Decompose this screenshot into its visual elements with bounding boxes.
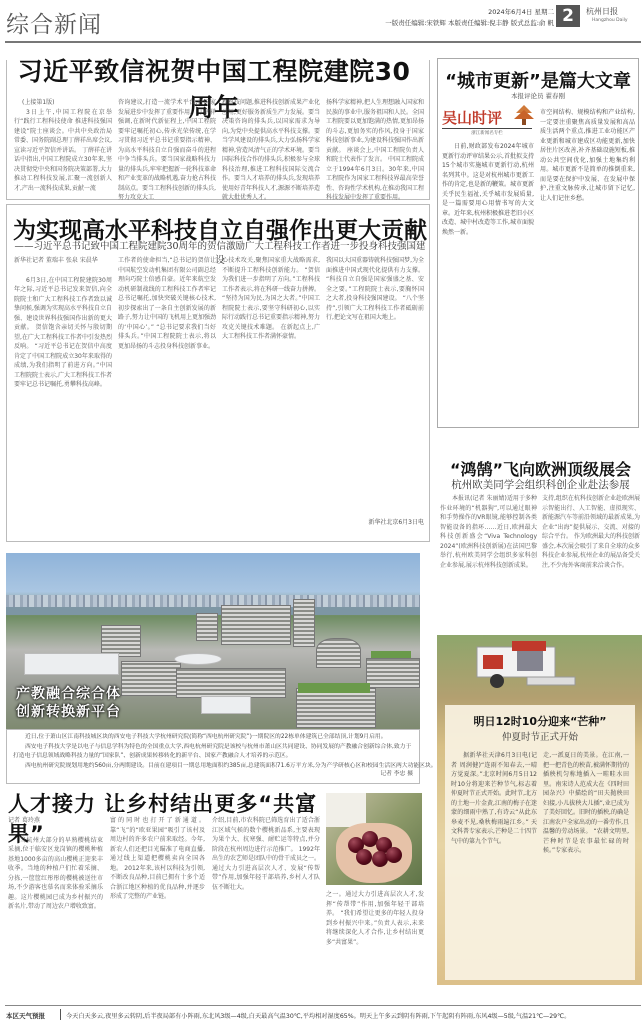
- issue-date: 2024年6月4日 星期二: [488, 8, 554, 16]
- photo-title-line-1: 产教融合综合体: [16, 686, 121, 702]
- column-logo-subtitle: 浙江新闻名专栏: [442, 128, 532, 136]
- mangzhong-card: [445, 705, 635, 980]
- commentary-col-2: 市空间结构、规模结构和产业结构,一定要注重聚焦高质量发展和高品质生活两个重点,推进工业功能区产业更新和城市建成区功能更新,加快居住片区改善,补齐基础设施短板,推动公共空间优化,加强土地集约利用。城市更新不是简单的推倒重来,而是要在保护中发展、在发展中保护,注重文脉传承,让城市留下记忆,让人们记住乡愁。: [540, 109, 635, 202]
- commentary-author: 本报评论员 翟春刚: [510, 92, 566, 100]
- building: [296, 688, 376, 728]
- lead-article-col-4: 扬科学家精神,把人生理想融入国家和民族的事业中,服务祖国和人民。全国工程院要以更加饱满的热情,更加昂扬的斗志,更加务实的作风,投身于国家科技创新事业,为建设科技强国作出新贡献。 座谈会上,中国工程院负责人和院士代表作了发言。 中国工程院成立于1994年6月3日。30年来,中国工程院作为国家工程科技界最高荣誉性、咨询性学术机构,在推动我国工程科技发展中发挥了重要作用。: [326, 99, 424, 201]
- green-roof: [298, 683, 370, 693]
- mangzhong-subtitle: 仲夏时节正式开始: [501, 732, 578, 743]
- editors-line: 一版责任编辑:宋铁辉 本版责任编辑:倪丰静 版式总监:俞 帆: [385, 19, 554, 27]
- article2-headline[interactable]: 为实现高水平科技自立自强作出更大贡献: [13, 218, 427, 244]
- white-building: [24, 653, 119, 675]
- section-name: 综合新闻: [6, 12, 102, 38]
- harvester-icon: [457, 641, 577, 689]
- article2-col-3: 心技术攻关,聚焦国家重大战略需求,不断提升工程科技创新能力。 “贺信为我们进一步指明了方向。”工程科技工作者表示,将在科研一线奋力拼搏。 “坚持为国为民,为国之大者。”中国工程院院士表示,要坚守科研初心,以实际行动践行总书记重要指示精神,努力攻克关键技术难题。 在新起点上,广大工程科技工作者满怀豪情。: [222, 257, 320, 340]
- green-roof: [371, 651, 411, 658]
- white-building: [174, 653, 222, 665]
- white-building: [201, 696, 251, 714]
- mangzhong-col-1: 据新华社天津6月3日电(记者 周润健)“连雨不知春去,一晴方觉夏深。”北京时间6月5日12时10分将迎来芒种节气,标志着仲夏时节正式开始。此时节,北方的土地一片金黄,江南的梅子在迷蒙的细雨中熟了,有诗云“从此东皋麦不见,桑秋梅雨遍江乡。” 天文科普专家表示,芒种是二十四节气中的第九个节气。: [451, 752, 537, 845]
- article-text: 3日上午,中国工程院在京举行“践行工程科技使命 推进科技强国建设”院士座谈会。中共中央政治局常委、国务院副总理丁薛祥出席会议,宣读习近平贺信并讲话。 丁薛祥在讲话中指出,中国工程院成立30年来,坚决贯彻党中央和国务院决策部署,大力推动工程科技发展,汇聚一流创新人才,产出一流科技成果,贡献一流: [14, 108, 112, 192]
- lead-article-col-1: [14, 98, 112, 196]
- shirt: [326, 793, 366, 827]
- caption-paragraph: 近日,位于萧山区江南科技城区块的西安电子科技大学杭州研究院(简称“西电杭州研究院”)一期院区的22栋单体建筑已全部结顶,计划9月启用。: [25, 734, 387, 740]
- paper-logo: 杭州日报: [586, 7, 618, 16]
- article2-subheadline: ——习近平总书记致中国工程院建院30周年的贺信激励广大工程科技工作者进一步投身科技强国建设: [14, 241, 426, 266]
- mangzhong-feature: [437, 635, 642, 985]
- weather-separator: [60, 1009, 61, 1020]
- mangzhong-title[interactable]: 明日12时10分迎来“芒种”: [473, 715, 607, 728]
- article4-subheadline: 杭州欧美同学会组织科创企业赴法参展: [451, 479, 630, 491]
- column-logo: 吴山时评: [442, 109, 503, 127]
- article2-dateline: 新华社北京6月3日电: [368, 519, 424, 526]
- article3-col-1: [8, 816, 103, 998]
- lead-article-col-3: 程科技问题,推进科技创新成果产业化应用,更好服务新质生产力发展。要当决策咨询的排头兵,以国家需求为导向,为党中央提供高水平科技支撑。要当学风建设的排头兵,大力弘扬科学家精神,营造风清气正的学术环境。要当国际科技合作的排头兵,积极参与全球科技治理,推进工程科技国际交流合作。要当人才培养的排头兵,发现培养使用好青年科技人才,源源不断培养造就大批优秀人才。: [222, 99, 320, 201]
- city-skyline: [6, 595, 420, 607]
- building: [196, 613, 218, 641]
- article2-byline: 新华社记者 董瑞丰 张泉 宋晨华: [14, 257, 98, 264]
- mangzhong-col-2: 走,一派夏日的美景。在江南,一把一把青色的秧苗,被满怀期待的插秧机匀称地插入一畦畦水田里。南宋诗人范成大在《四时田园杂兴》中描绘的“田夫抛秧田妇接,小儿拔秧大儿插”,业已成为了美好回忆。旧时的插秧,的确是江南农户全家出动的一番劳作,且温馨的劳动场景。 “农耕文明里,芒种时节是农事最忙碌的时候。”专家表示。: [543, 752, 629, 854]
- weather-forecast: 今天白天多云,夜里多云转阴,后半夜局部有小阵雨,东北风3级—4级,白天最高气温30℃,平均相对湿度65%。明天上午多云到阴有阵雨,下午起阴有阵雨,东风4级—5级,气温21℃—29℃。: [66, 1013, 571, 1020]
- article2-col-4: [326, 256, 424, 536]
- article3-col-3: 介绍,目前,市农科院已筛选育出了适合浙江区域气候的数个樱桃新品系,主要表现为果个大、抗寒强、耐贮运等特点,并分阶段在杭州周边进行示范推广。 1992年出生的农艺师是团队中的骨干成员之一。通过大力引进高层次人才、发展“传帮带”作用,加强年轻干部培养,乡村人才队伍不断壮大。: [212, 817, 321, 891]
- weather-rule: [5, 1005, 641, 1006]
- article3-col-2: 富的同时也打开了新通道。 靠“飞”的“欧亚果园”吸引了该村及周边村的许多农户前来取经。今年,新农人们还把目光瞄准了电商直播,通过线上渠道把樱桃卖向全国各地。 2012年来,该村以科技为引领,不断改良品种,目前已拥有十多个适合浙江地区种植的优良品种,并逐步形成了完整的产业链。: [110, 817, 205, 900]
- cherry: [356, 849, 372, 865]
- article2-col-2: 工作者的使命担当,“总书记的贺信让中国航空发动机集团有限公司副总经理向巧院士倍感自豪。近年来航空发动机研制战线的工程科技工作者牢记总书记嘱托,加快突破关键核心技术,初步探索出了一条自主创新发展的新路子,努力让中国的飞机用上更加强劲的‘中国心’。” “总书记要求我们当好排头兵。”中国工程院院士表示,将以更加昂扬的斗志投身科技创新事业。: [118, 257, 216, 350]
- article2-col-1: [14, 256, 112, 536]
- article3-col-4: 之一。通过大力引进高层次人才,发挥“传帮带”作用,加强年轻干部培养。 “我们希望让更多的年轻人投身到乡村振兴中来。”负责人表示,未来将继续深化人才合作,让乡村结出更多“共富果”。: [326, 891, 424, 946]
- article4-col-2: 支持,组织在杭科技创新企业赴欧洲展示智能出行、人工智能、虚拟现实、新能源汽车等前沿领域的最新成果,为企业“出海”提供展示、交流、对接的综合平台。 作为欧洲最大的科技创新盛会,本次展会吸引了来自全球的众多科技企业参展,杭州企业的展品备受关注,不少海外客商前来洽谈合作。: [542, 495, 640, 569]
- building: [176, 668, 286, 698]
- lead-headline[interactable]: 习近平致信祝贺中国工程院建院30周年: [17, 57, 411, 122]
- paper-logo-en: Hangzhou Daily: [592, 18, 628, 23]
- building: [221, 605, 291, 645]
- page-number: 2: [556, 5, 580, 27]
- article3-byline: 记者 葛玲燕: [8, 817, 40, 824]
- pagoda-tree-icon: [512, 104, 536, 126]
- photo-overlay-title: [16, 685, 121, 721]
- building: [316, 638, 361, 668]
- article-text: 6月3日,在中国工程院建院30周年之际,习近平总书记发来贺信,向全院院士和广大工程科技工作者致以诚挚问候,强调为实现高水平科技自立自强、建设世界科技强国作出新的更大贡献。 贺信饱含亲切关怀与殷切期望,在广大工程科技工作者中引发热烈反响。 “习近平总书记在贺信中高度肯定了中国工程院成立30年来取得的成绩,为我们指明了前进方向。”中国工程院院士表示,广大工程科技工作者要牢记总书记嘱托,勇攀科技高峰。: [14, 276, 112, 388]
- article4-headline[interactable]: “鸿鹄”飞向欧洲顶级展会: [449, 460, 632, 479]
- caption-paragraph: 西安电子科技大学是以电子与信息学科为特色的全国重点大学,西电杭州研究院是该校与杭州市萧山区共同建设、协同发展的产教融合创新综合体,致力于打造电子信息领域战略科技力量的“国家队”、创新成果转移转化的新平台、国家产教融合人才培养的示范区。: [13, 743, 412, 759]
- cherry: [386, 847, 402, 863]
- building: [121, 661, 181, 696]
- article-text: 当杭州大部分的早熟樱桃结束采摘,位于临安区龙岗镇的樱桃种植基地1000多亩的高山樱桃正迎来丰收季。当地的种植户们忙着采摘、分拣,一筐筐红彤彤的樱桃被送往市场,不少游客也慕名而来体验采摘乐趣。这片樱桃园已成为乡村振兴的新名片,带动了周边农户增收致富。: [8, 836, 103, 910]
- article3-headline[interactable]: 人才接力 让乡村结出更多“共富果”: [8, 792, 318, 846]
- photo-title-line-2: 创新转换新平台: [16, 704, 121, 720]
- weather-label: 本区天气预报: [6, 1012, 45, 1020]
- source-note: (上接第1版): [22, 99, 55, 106]
- building: [293, 599, 315, 647]
- photo-credit: 记者 李忠 摄: [380, 771, 413, 777]
- masthead-rule: [5, 41, 641, 43]
- commentary-title[interactable]: “城市更新”是篇大文章: [445, 71, 631, 92]
- caption-paragraph: 西电杭州研究院规划用地约560亩,分两期建设。目前在建项目一期总用地面积约385亩,总建筑面积71.6万平方米,分为产学研核心区和校园生活区两大功能区块。: [25, 762, 437, 769]
- lead-article-col-2: 咨询建议,打造一流学术平台,在国家发展进步中发挥了重要作用。 丁薛祥强调,在新时代新征程上,中国工程院要牢记嘱托初心,传承光荣传统,在学习贯彻习近平总书记重要指示精神、为高水平科技自立自强而奋斗的进程中争当排头兵。要当国家战略科技力量的排头兵,牢牢把握新一轮科技革命和产业变革的战略机遇,奋力抢占科技制高点。要当工程科技创新的排头兵,努力攻克大工: [118, 99, 216, 201]
- photo-caption: [6, 729, 437, 784]
- building: [366, 658, 420, 688]
- campus-aerial-photo: [6, 553, 420, 729]
- commentary-col-1: 日前,财政部发布2024年城市更新行动评审结果公示,首批拟支持15个城市实施城市更新行动,杭州名列其中。这是对杭州城市更新工作的肯定,也是新的鞭策。城市更新关乎民生福祉,关乎城市发展质量,是一篇需要用心用情书写的大文章。近年来,杭州积极推进老旧小区改造、城中村改造等工作,城市面貌焕然一新。: [442, 143, 534, 236]
- cherry-photo: [326, 793, 422, 885]
- article4-col-1: 本报讯(记者 朱丽婧)适用于多种作业环境的“机器狗”,可以通过眼神和手势操作的VR眼镜,能够控制各类智能设备的指环……近日,欧洲最大科技创新盛会“Viva Technology 2024”(欧洲科技创新展)在法国巴黎举行,杭州欧美同学会组织多家科创企业参展,展示杭州科技创新成果。: [440, 495, 537, 569]
- article-text: 我国以大国重器铸就科技强国梦,为全面推进中国式现代化提供有力支撑。 “科技自立自强是国家强盛之基、安全之要。”工程院院士表示,要胸怀国之大者,投身科技强国建设。 “八个坚持”,引领广大工程科技工作者砥砺前行,把论文写在祖国大地上。: [326, 257, 424, 321]
